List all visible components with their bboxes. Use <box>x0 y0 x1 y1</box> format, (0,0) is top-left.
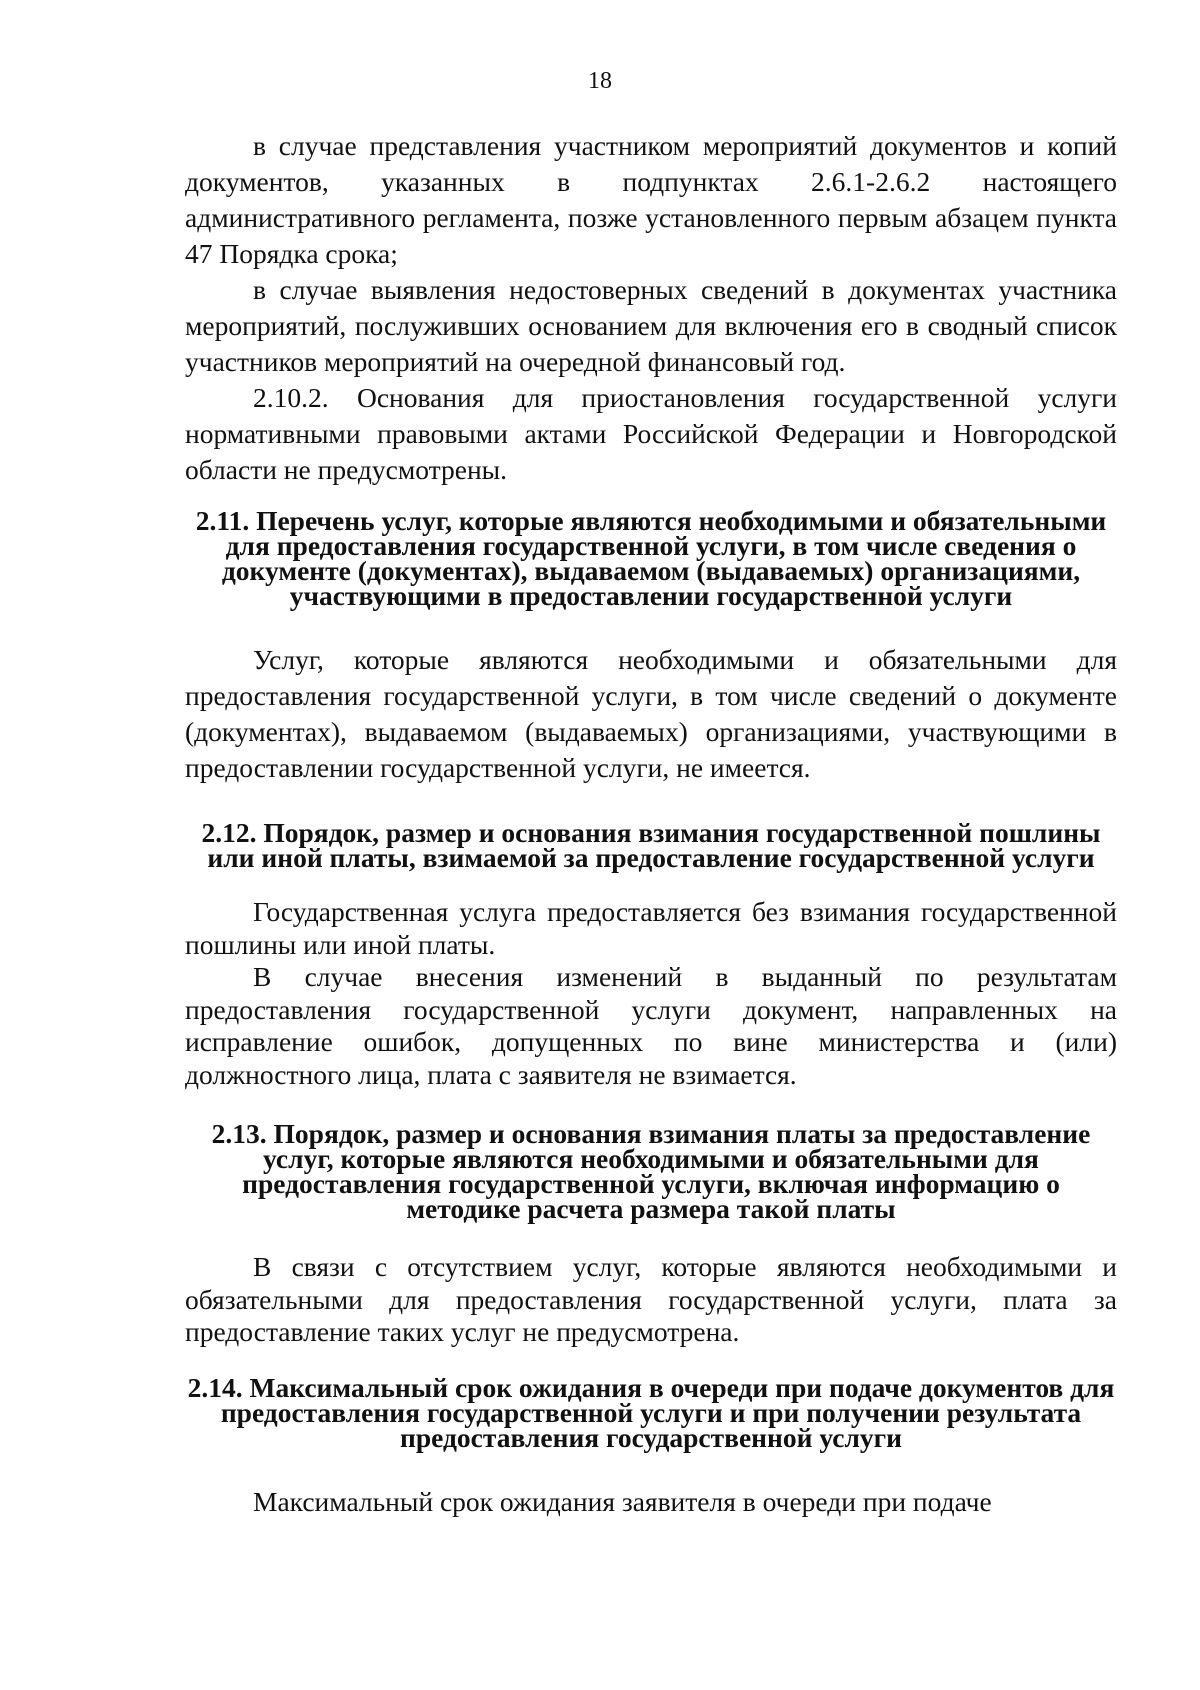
paragraph-no-required-services: Услуг, которые являются необходимыми и обязательными для предоставления государственной услуги, в том числе сведений о документе (документах), выдаваемом (выдаваемых) организациями, участвующими в предоставлении государственной услуги, не имеется. <box>185 644 1117 783</box>
paragraph-max-waiting-time: Максимальный срок ожидания заявителя в очереди при подаче <box>253 1485 992 1517</box>
paragraph-unreliable-information: в случае выявления недостоверных сведений в документах участника мероприятий, послуживших основанием для включения его в сводный список участников мероприятий на очередной финансовый год. <box>185 274 1117 377</box>
section-heading-2-11: 2.11. Перечень услуг, которые являются необходимыми и обязательными для предоставления государственной услуги, в том числе сведения о документе (документах), выдаваемом (выдаваемых) организациями, участвующими в предоставлении государственной услуги <box>195 505 1107 611</box>
page-number: 18 <box>588 68 612 94</box>
section-heading-2-13: 2.13. Порядок, размер и основания взимания платы за предоставление услуг, которые являются необходимыми и обязательными для предоставления государственной услуги, включая информацию о методике расчета размера такой платы <box>211 1118 1091 1224</box>
document-body <box>185 128 1117 1520</box>
section-heading-2-14: 2.14. Максимальный срок ожидания в очереди при подаче документов для предоставления государственной услуги и при получении результата предоставления государственной услуги <box>187 1371 1115 1453</box>
paragraph-correction-no-fee: В случае внесения изменений в выданный по результатам предоставления государственной услуги документ, направленных на исправление ошибок, допущенных по вине министерства и (или) должностного лица, плата с заявителя не взимается. <box>185 961 1117 1090</box>
paragraph-2-10-2: 2.10.2. Основания для приостановления государственной услуги нормативными правовыми актами Российской Федерации и Новгородской области не предусмотрены. <box>185 382 1117 485</box>
paragraph-document-submission-late: в случае представления участником мероприятий документов и копий документов, указанных в подпунктах 2.6.1-2.6.2 настоящего административного регламента, позже установленного первым абзацем пункта 47 Порядка срока; <box>185 130 1117 269</box>
paragraph-no-fee: Государственная услуга предоставляется без взимания государственной пошлины или иной платы. <box>185 896 1117 960</box>
paragraph-no-payment-for-services: В связи с отсутствием услуг, которые являются необходимыми и обязательными для предоставления государственной услуги, плата за предоставление таких услуг не предусмотрена. <box>185 1251 1117 1347</box>
section-heading-2-12: 2.12. Порядок, размер и основания взимания государственной пошлины или иной платы, взимаемой за предоставление государственной услуги <box>201 817 1101 873</box>
